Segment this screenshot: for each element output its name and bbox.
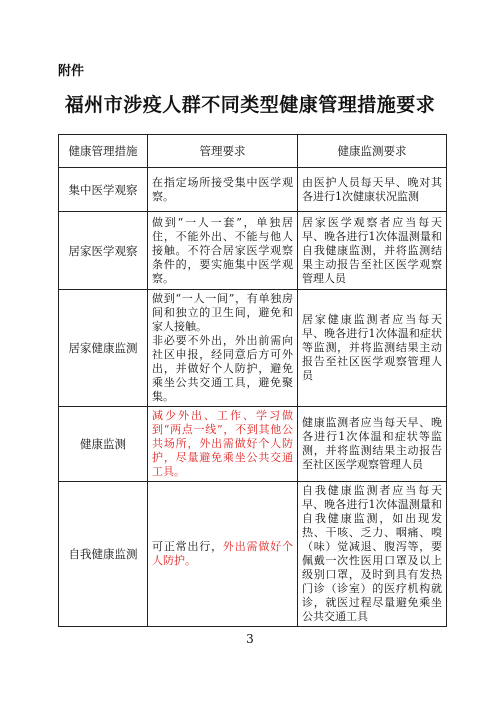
requirement-cell (148, 407, 298, 482)
requirement-text-highlight: 减少外出、工作、学习做到“两点一线”，不到其他公共场所，外出需做好个人防护，尽量避免乘坐公共交通工具。 (152, 409, 293, 478)
requirement-text: 非必要不外出，外出前需向社区申报，经同意后方可外出，并做好个人防护，避免乘坐公共交通工具，避免聚集。 (152, 334, 293, 403)
table-row (59, 482, 447, 627)
monitoring-cell: 自我健康监测者应当每天早、晚各进行1次体温测量和自我健康监测，如出现发热、干咳、乏力、咽痛、嗅（味）觉减退、腹泻等，要佩戴一次性医用口罩及以上级别口罩，及时到具有发热门诊（诊室）的医疗机构就诊，就医过程尽量避免乘坐公共交通工具 (298, 482, 447, 627)
table-row (59, 168, 447, 212)
page-number: 3 (246, 632, 254, 646)
table-row (59, 212, 447, 290)
attachment-label: 附件 (58, 64, 85, 79)
requirement-text: 在指定场所接受集中医学观察。 (152, 175, 293, 203)
measure-cell: 集中医学观察 (59, 168, 148, 212)
header-monitoring: 健康监测要求 (298, 135, 447, 168)
requirement-cell (148, 290, 298, 407)
monitoring-cell: 居家医学观察者应当每天早、晚各进行1次体温测量和自我健康监测，并将监测结果主动报告至社区医学观察管理人员 (298, 212, 447, 290)
table-header-row (59, 135, 447, 168)
table-row (59, 290, 447, 407)
monitoring-cell: 健康监测者应当每天早、晚各进行1次体温和症状等监测，并将监测结果主动报告至社区医学观察管理人员 (298, 407, 447, 482)
table-row (59, 407, 447, 482)
requirement-text: 做到“一人一间”，有单独房间和独立的卫生间，避免和家人接触。 (152, 292, 293, 333)
requirement-cell (148, 482, 298, 627)
measure-cell: 居家健康监测 (59, 290, 148, 407)
health-measures-table (58, 134, 447, 627)
measure-cell: 健康监测 (59, 407, 148, 482)
header-measure: 健康管理措施 (59, 135, 148, 168)
requirement-text: 做到“一人一套”，单独居住，不能外出、不能与他人接触。不符合居家医学观察条件的，要实施集中医学观察。 (152, 215, 293, 285)
measure-cell: 居家医学观察 (59, 212, 148, 290)
measure-cell: 自我健康监测 (59, 482, 148, 627)
requirement-cell (148, 168, 298, 212)
monitoring-cell: 居家健康监测者应当每天早、晚各进行1次体温和症状等监测，并将监测结果主动报告至社区医学观察管理人员 (298, 290, 447, 407)
header-requirement: 管理要求 (148, 135, 298, 168)
page-title: 福州市涉疫人群不同类型健康管理措施要求 (64, 94, 436, 116)
monitoring-cell: 由医护人员每天早、晚对其各进行1次健康状况监测 (298, 168, 447, 212)
requirement-text: 可正常出行， (152, 540, 223, 553)
requirement-cell (148, 212, 298, 290)
requirement-text-highlight: 外出需做好个人防护。 (152, 540, 294, 567)
